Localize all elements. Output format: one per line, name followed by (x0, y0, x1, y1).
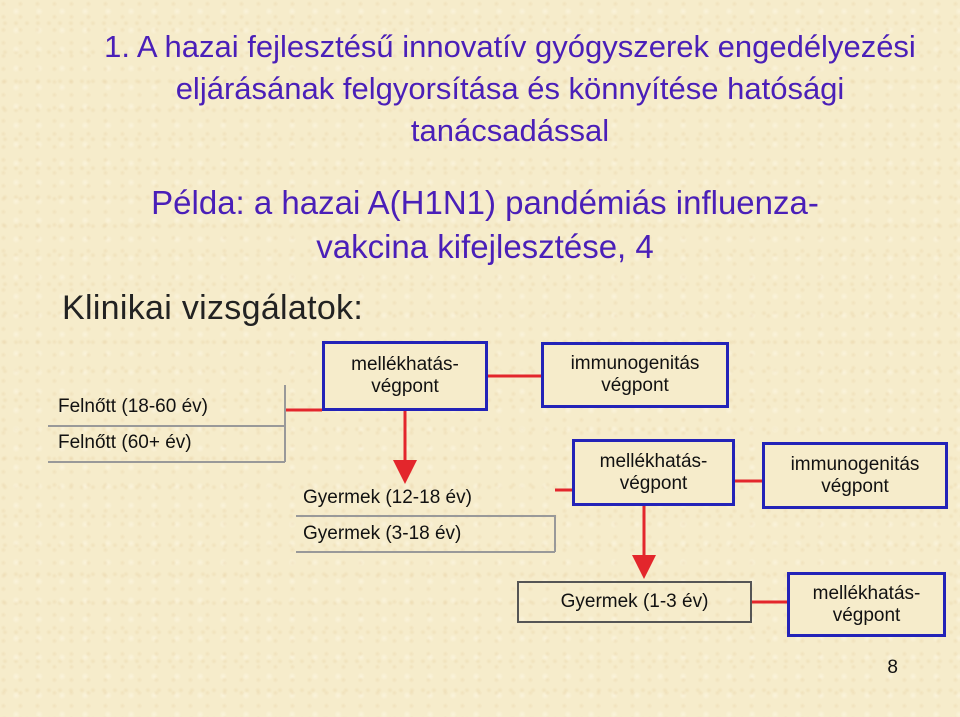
safety-endpoint-label: mellékhatás-végpont (599, 450, 708, 494)
group-child-1-3: Gyermek (1-3 év) (560, 591, 709, 612)
divider (296, 515, 555, 517)
page-number: 8 (887, 657, 898, 678)
group-adult-18-60: Felnőtt (18-60 év) (58, 396, 208, 417)
group-child-3-18: Gyermek (3-18 év) (303, 523, 462, 544)
safety-endpoint-label: mellékhatás-végpont (812, 582, 921, 626)
safety-endpoint-label: mellékhatás-végpont (351, 354, 459, 397)
safety-endpoint-box (572, 439, 735, 506)
group-adult-60-plus: Felnőtt (60+ év) (58, 432, 192, 453)
slide-subtitle: Példa: a hazai A(H1N1) pandémiás influenza-vakcina kifejlesztése, 4 (151, 184, 819, 265)
divider (284, 385, 286, 462)
immunogenicity-endpoint-label: immunogenitás végpont (570, 353, 700, 396)
immunogenicity-endpoint-box (762, 442, 948, 509)
group-child-12-18: Gyermek (12-18 év) (303, 487, 472, 508)
slide-title: 1. A hazai fejlesztésű innovatív gyógyszerek engedélyezési eljárásának felgyorsítása és könnyítése hatósági tanácsadással (104, 29, 916, 148)
section-heading: Klinikai vizsgálatok: (62, 289, 364, 327)
group-child-1-3-box (517, 581, 752, 623)
safety-endpoint-box (787, 572, 946, 637)
divider (48, 461, 285, 463)
divider (554, 515, 556, 552)
immunogenicity-endpoint-label: immunogenitás végpont (790, 453, 920, 497)
divider (296, 551, 555, 553)
immunogenicity-endpoint-box (541, 342, 729, 408)
divider (48, 425, 285, 427)
safety-endpoint-box (322, 341, 488, 411)
